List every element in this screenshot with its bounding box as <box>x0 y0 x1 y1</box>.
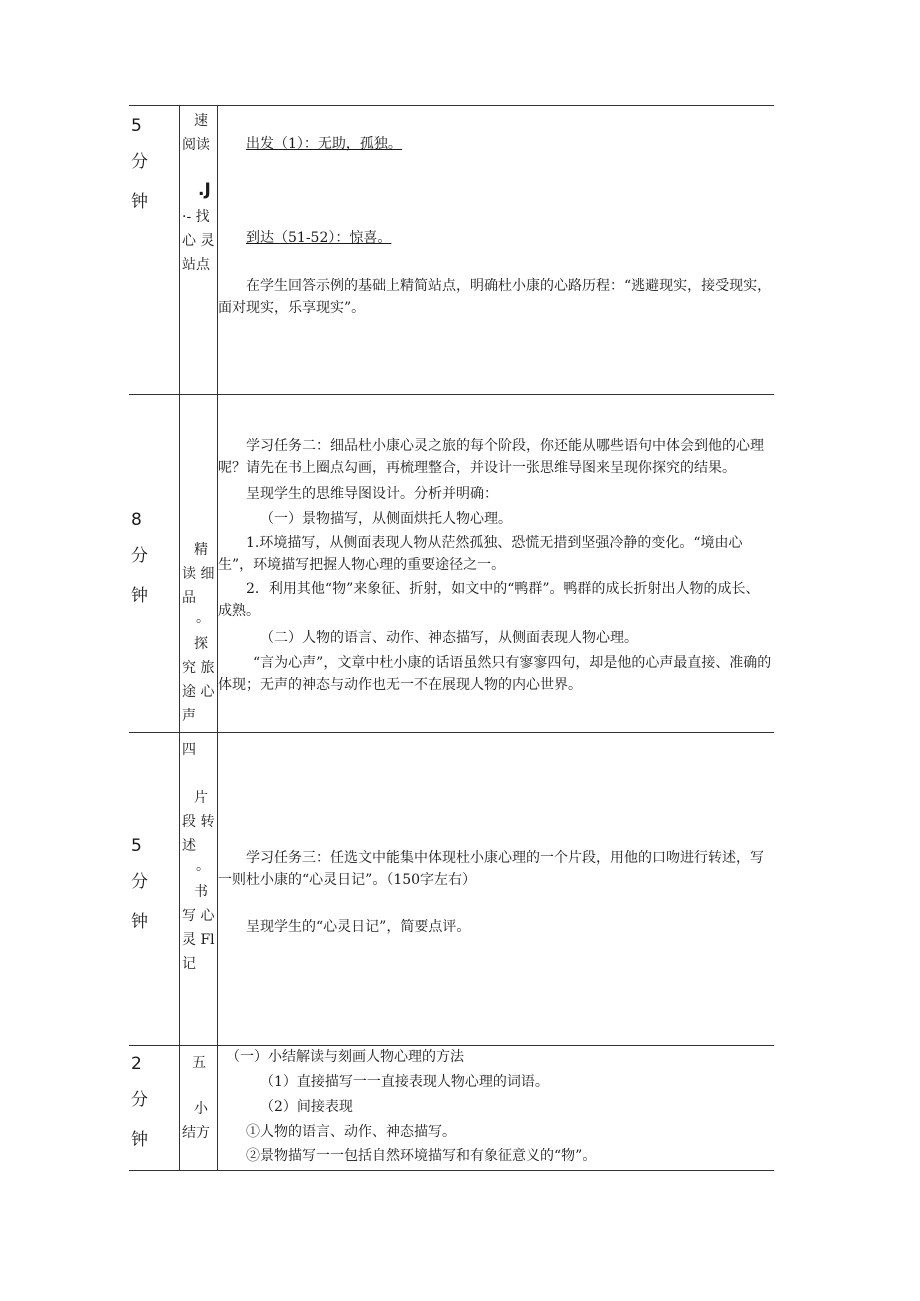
text-paragraph: 2．利用其他“物”来象征、折射，如文中的“鸭群”。鸭群的成长折射出人物的成长、成熟。 <box>218 581 760 619</box>
content-cell <box>218 1046 773 1170</box>
content-cell <box>218 106 773 395</box>
text-paragraph: 学习任务二：细品杜小康心灵之旅的每个阶段，你还能从哪些语句中体会到他的心理呢？请先在书上圈点勾画，再梳理整合，并设计一张思维导图来呈现你探究的结果。 <box>218 438 764 476</box>
text-line: 出发（1）：无助，孤独。 <box>246 136 402 152</box>
step-cell: 速 阅读 .J ·- 找 心 灵 站点 <box>182 113 215 273</box>
table-row <box>129 1045 774 1171</box>
table-row <box>129 732 774 1046</box>
text-paragraph: 1.环境描写，从侧面表现人物从茫然孤独、恐慌无措到坚强冷静的变化。“境由心生”，环境描写把握人物心理的重要途径之一。 <box>218 535 743 573</box>
text-line: ①人物的语言、动作、神态描写。 <box>246 1124 456 1140</box>
text-paragraph: 学习任务三：任选文中能集中体现杜小康心理的一个片段，用他的口吻进行转述，写一则杜小康的“心灵日记”。（150字左右） <box>218 850 764 888</box>
text-paragraph: 呈现学生的“心灵日记”，简要点评。 <box>246 919 471 935</box>
duration-cell: 2 分 钟 <box>131 1054 148 1150</box>
content-cell <box>218 733 773 1046</box>
lesson-plan-table <box>129 105 774 1170</box>
text-line: （2）间接表现 <box>260 1099 353 1115</box>
text-line: 到达（51-52）：惊喜。 <box>246 230 392 246</box>
text-paragraph: （二）人物的语言、动作、神态描写，从侧面表现人物心理。 <box>260 630 638 646</box>
duration-cell: 5 分 钟 <box>131 836 148 932</box>
summary-heading: （一）小结解读与刻画人物心理的方法 <box>226 1049 464 1065</box>
step-cell: 精 读 细 品 。 探 究 旅 途 心 声 <box>182 542 215 724</box>
text-paragraph: 呈现学生的思维导图设计。分析并明确： <box>246 486 498 502</box>
content-cell <box>218 395 773 733</box>
step-cell: 四 片 段 转 述 。 书 写 心 灵 Fl 记 <box>182 742 215 972</box>
table-row <box>129 105 774 395</box>
table-row <box>129 394 774 733</box>
step-cell: 五 小 结方 <box>182 1055 210 1141</box>
duration-cell: 5 分 钟 <box>131 116 148 212</box>
duration-cell: 8 分 钟 <box>131 510 148 606</box>
text-line: （1）直接描写一一直接表现人物心理的词语。 <box>260 1074 549 1090</box>
text-paragraph: （一）景物描写，从侧面烘托人物心理。 <box>260 511 512 527</box>
text-paragraph: 在学生回答示例的基础上精简站点，明确杜小康的心路历程：“逃避现实，接受现实，面对现实，乐享现实”。 <box>218 278 772 316</box>
text-paragraph: “言为心声”，文章中杜小康的话语虽然只有寥寥四句，却是他的心声最直接、准确的体现；无声的神态与动作也无一不在展现人物的内心世界。 <box>218 655 772 693</box>
text-line: ②景物描写一一包括自然环境描写和有象征意义的“物”。 <box>246 1148 597 1164</box>
